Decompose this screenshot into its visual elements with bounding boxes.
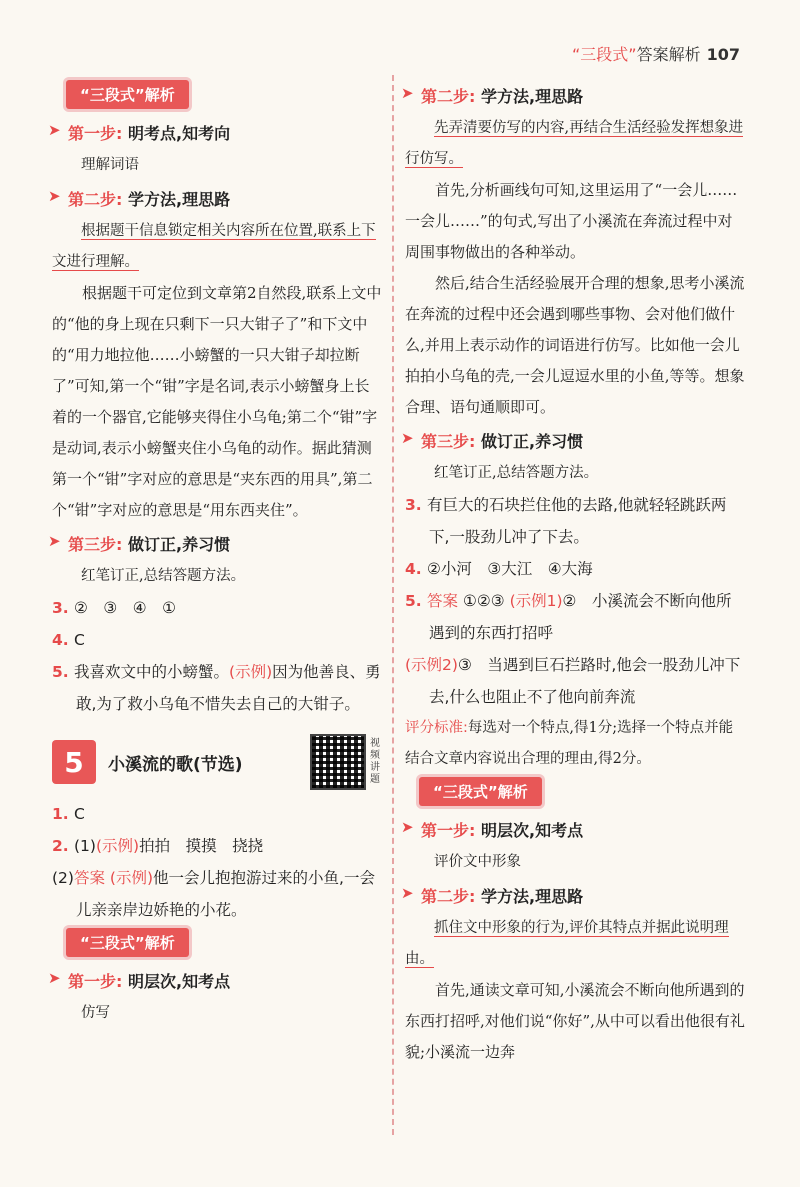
- arrow-icon: ➤: [48, 969, 61, 987]
- arrow-icon: ➤: [48, 187, 61, 205]
- section-header: [52, 734, 382, 790]
- section-title: 小溪流的歌(节选): [108, 754, 243, 775]
- step-three: ➤ 第三步: 做订正,养习惯: [48, 532, 231, 554]
- arrow-icon: ➤: [401, 429, 414, 447]
- r-answer-5-ex2: (示例2)③ 当遇到巨石拦路时,他会一股劲儿冲下去,什么也阻止不了他向前奔流: [405, 656, 741, 706]
- step-three-r-body: 红笔订正,总结答题方法。: [434, 465, 599, 481]
- step-two-r2-method: 抓住文中形象的行为,评价其特点并据此说明理由。: [405, 920, 729, 967]
- analysis-banner-r: “三段式”解析: [419, 777, 542, 806]
- q1-answer: 1. C: [52, 805, 85, 823]
- section-number: 5: [52, 740, 96, 784]
- step-two: ➤ 第二步: 学方法,理思路: [48, 187, 231, 209]
- column-divider: [392, 75, 394, 1135]
- step-three-r: ➤ 第三步: 做订正,养习惯: [401, 429, 584, 451]
- qr-code-icon[interactable]: [310, 734, 366, 790]
- r-answer-3: 3. 有巨大的石块拦住他的去路,他就轻轻跳跃两下,一股劲儿冲了下去。: [405, 496, 727, 546]
- arrow-icon: ➤: [401, 818, 414, 836]
- header-title: 答案解析: [636, 45, 701, 64]
- step-one-2: ➤ 第一步: 明层次,知考点: [48, 969, 231, 991]
- answer-3: 3. ② ③ ④ ①: [52, 599, 177, 617]
- scoring-criteria: 评分标准:每选对一个特点,得1分;选择一个特点并能结合文章内容说出合理的理由,得2分。: [405, 720, 734, 767]
- r-answer-4: 4. ②小河 ③大江 ④大海: [405, 560, 593, 578]
- step-two-r2: ➤ 第二步: 学方法,理思路: [401, 884, 584, 906]
- answer-4: 4. C: [52, 631, 85, 649]
- arrow-icon: ➤: [48, 532, 61, 550]
- step-two-r-method: 先弄清要仿写的内容,再结合生活经验发挥想象进行仿写。: [405, 120, 744, 167]
- answer-5: 5. 我喜欢文中的小螃蟹。(示例)因为他善良、勇敢,为了救小乌龟不惜失去自己的大钳子。: [52, 663, 381, 713]
- paragraph-1: 首先,分析画线句可知,这里运用了“一会儿……一会儿……”的句式,写出了小溪流在奔流过程中对周围事物做出的各种举动。: [405, 181, 738, 261]
- q2-answer: 2. (1)(示例)拍拍 摸摸 挠挠: [52, 837, 264, 855]
- step-two-method: 根据题干信息锁定相关内容所在位置,联系上下文进行理解。: [52, 223, 376, 270]
- step-two-body: 根据题干可定位到文章第2自然段,联系上文中的“他的身上现在只剩下一只大钳子了”和下文中的“用力地拉他……小螃蟹的一只大钳子却拉断了”可知,第一个“钳”字是名词,表示小螃蟹身上长着的一个器官,它能够夹得住小乌龟;第二个“钳”字是动词,表示小螃蟹夹住小乌龟的动作。据此猜测第一个“钳”字对应的意思是“夹东西的用具”,第二个“钳”字对应的意思是“用东西夹住”。: [52, 284, 382, 519]
- arrow-icon: ➤: [48, 121, 61, 139]
- page-number: 107: [706, 45, 740, 64]
- paragraph-2: 然后,结合生活经验展开合理的想象,思考小溪流在奔流的过程中还会遇到哪些事物、会对他们做什么,并用上表示动作的词语进行仿写。比如他一会儿拍拍小乌龟的壳,一会儿逗逗水里的小鱼,等等。想象合理、语句通顺即可。: [405, 274, 745, 416]
- step-two-r2-body: 首先,通读文章可知,小溪流会不断向他所遇到的东西打招呼,对他们说“你好”,从中可以看出他很有礼貌;小溪流一边奔: [405, 981, 745, 1061]
- header-brand: “三段式”: [571, 45, 637, 64]
- analysis-banner: “三段式”解析: [66, 80, 189, 109]
- analysis-banner-2: “三段式”解析: [66, 928, 189, 957]
- step-three-body: 红笔订正,总结答题方法。: [81, 568, 246, 584]
- step-one-body: 理解词语: [81, 157, 139, 173]
- step-one: ➤ 第一步: 明考点,知考向: [48, 121, 231, 143]
- right-column: [401, 78, 745, 1068]
- left-column: [48, 78, 382, 1029]
- arrow-icon: ➤: [401, 884, 414, 902]
- step-one-r: ➤ 第一步: 明层次,知考点: [401, 818, 584, 840]
- step-one-2-body: 仿写: [81, 1005, 110, 1021]
- page-header: [572, 42, 740, 65]
- qr-label: 视频讲题: [370, 738, 380, 785]
- arrow-icon: ➤: [401, 84, 414, 102]
- step-two-r: ➤ 第二步: 学方法,理思路: [401, 84, 584, 106]
- step-one-r-body: 评价文中形象: [434, 854, 521, 870]
- r-answer-5: 5. 答案 ①②③ (示例1)② 小溪流会不断向他所遇到的东西打招呼: [405, 592, 732, 642]
- q2-2-answer: (2)答案 (示例)他一会儿抱抱游过来的小鱼,一会儿亲亲岸边娇艳的小花。: [52, 869, 375, 919]
